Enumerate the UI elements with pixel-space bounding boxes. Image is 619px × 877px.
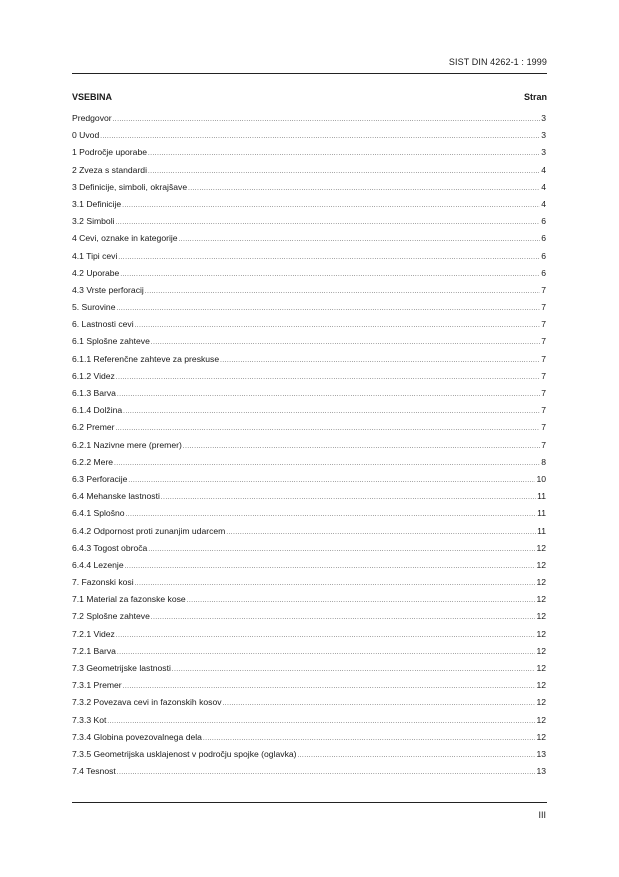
toc-entry-page: 12	[536, 697, 546, 708]
toc-entry-page: 8	[541, 456, 546, 467]
toc-entry-title: 7. Fazonski kosi	[72, 577, 134, 588]
toc-entry[interactable]	[72, 251, 546, 268]
toc-entry-title: 7.4 Tesnost	[72, 766, 116, 777]
toc-entry[interactable]	[72, 543, 546, 560]
toc-entry[interactable]	[72, 216, 546, 233]
toc-entry-title: 6.3 Perforacije	[72, 473, 128, 484]
toc-entry-title: 6.1.3 Barva	[72, 388, 116, 398]
toc-leader-dots	[148, 169, 540, 175]
toc-leader-dots	[187, 598, 536, 604]
toc-entry-page: 6	[541, 267, 546, 278]
toc-leader-dots	[226, 530, 536, 536]
toc-entry-title: 0 Uvod	[72, 130, 100, 141]
toc-leader-dots	[145, 289, 540, 295]
toc-entry-title: 6.4.3 Togost obroča	[72, 542, 148, 553]
toc-entry-page: 12	[536, 628, 546, 639]
toc-entry-page: 12	[536, 714, 546, 725]
toc-entry[interactable]	[72, 285, 546, 302]
toc-entry-title: 4.3 Vrste perforacij	[72, 284, 144, 295]
toc-entry[interactable]	[72, 336, 546, 353]
toc-entry-page: 11	[537, 491, 546, 502]
toc-leader-dots	[172, 667, 536, 673]
toc-title: VSEBINA	[72, 92, 113, 102]
toc-leader-dots	[116, 426, 541, 432]
toc-entry-page: 6	[541, 216, 546, 227]
toc-entry[interactable]	[72, 508, 546, 525]
toc-leader-dots	[128, 478, 535, 484]
toc-leader-dots	[125, 564, 536, 570]
toc-header	[72, 92, 547, 102]
toc-entry-page: 7	[541, 422, 546, 433]
toc-leader-dots	[116, 633, 536, 639]
toc-entry-page: 3	[541, 147, 546, 158]
toc-entry-page: 4	[541, 164, 546, 175]
toc-leader-dots	[135, 323, 541, 329]
toc-leader-dots	[117, 650, 535, 656]
toc-leader-dots	[151, 615, 536, 621]
toc-entry-title: 7.2.1 Videz	[72, 628, 115, 639]
toc-entry[interactable]	[72, 388, 546, 405]
toc-entry[interactable]	[72, 577, 546, 594]
toc-entry-page: 12	[536, 611, 546, 622]
toc-entry-title: 4.1 Tipi cevi	[72, 250, 118, 261]
toc-entry-title: 6.4.2 Odpornost proti zunanjim udarcem	[72, 525, 226, 536]
toc-entry-title: 7.3 Geometrijske lastnosti	[72, 663, 171, 673]
toc-entry[interactable]	[72, 233, 546, 250]
toc-entry[interactable]	[72, 199, 546, 216]
toc-leader-dots	[107, 719, 535, 725]
header-rule	[72, 73, 547, 74]
toc-entry-title: 3.2 Simboli	[72, 216, 115, 227]
toc-entry-title: 6.4 Mehanske lastnosti	[72, 491, 160, 502]
toc-entry-title: 3.1 Definicije	[72, 198, 122, 209]
toc-entry[interactable]	[72, 371, 546, 388]
toc-entry[interactable]	[72, 422, 546, 439]
toc-leader-dots	[116, 220, 541, 226]
toc-leader-dots	[116, 375, 540, 381]
toc-entry-page: 12	[536, 559, 546, 570]
toc-leader-dots	[117, 392, 540, 398]
toc-entry[interactable]	[72, 147, 546, 164]
toc-entry-page: 4	[541, 181, 546, 192]
toc-entry[interactable]	[72, 611, 546, 628]
toc-entry-title: 6.1 Splošne zahteve	[72, 336, 150, 347]
toc-leader-dots	[298, 753, 536, 759]
table-of-contents	[72, 113, 546, 783]
toc-entry[interactable]	[72, 354, 546, 371]
toc-entry-title: 6.2 Premer	[72, 422, 115, 433]
toc-entry-page: 13	[536, 766, 546, 777]
toc-leader-dots	[188, 186, 540, 192]
toc-entry[interactable]	[72, 491, 546, 508]
toc-entry-title: 7.2.1 Barva	[72, 645, 116, 656]
toc-entry-title: Predgovor	[72, 113, 112, 123]
toc-entry-title: 6.1.2 Videz	[72, 370, 115, 381]
document-code: SIST DIN 4262-1 : 1999	[448, 57, 547, 67]
toc-entry[interactable]	[72, 113, 546, 130]
toc-entry[interactable]	[72, 526, 546, 543]
toc-entry[interactable]	[72, 749, 546, 766]
toc-leader-dots	[116, 306, 540, 312]
toc-entry-page: 7	[541, 353, 546, 364]
toc-entry-page: 12	[536, 542, 546, 553]
toc-page-column-label: Stran	[523, 92, 547, 102]
toc-leader-dots	[151, 340, 540, 346]
toc-entry[interactable]	[72, 457, 546, 474]
toc-entry-title: 3 Definicije, simboli, okrajšave	[72, 181, 188, 192]
toc-entry-page: 7	[541, 370, 546, 381]
toc-leader-dots	[161, 495, 536, 501]
toc-entry[interactable]	[72, 680, 546, 697]
toc-leader-dots	[135, 581, 536, 587]
toc-entry-title: 6.1.1 Referenčne zahteve za preskuse	[72, 353, 220, 364]
toc-leader-dots	[123, 684, 536, 690]
toc-entry[interactable]	[72, 405, 546, 422]
toc-entry-title: 7.3.1 Premer	[72, 680, 122, 691]
toc-entry-title: 2 Zveza s standardi	[72, 164, 147, 175]
toc-entry[interactable]	[72, 268, 546, 285]
toc-leader-dots	[100, 134, 540, 140]
toc-entry-title: 4 Cevi, oznake in kategorije	[72, 233, 178, 244]
toc-entry-page: 11	[537, 508, 546, 519]
toc-entry[interactable]	[72, 594, 546, 611]
toc-entry-title: 5. Surovine	[72, 302, 116, 313]
toc-leader-dots	[148, 547, 535, 553]
toc-leader-dots	[183, 444, 540, 450]
toc-entry-page: 12	[536, 577, 546, 588]
toc-entry-title: 6.2.2 Mere	[72, 456, 114, 467]
toc-entry-title: 7.3.5 Geometrijska usklajenost v področju spojke (oglavka)	[72, 748, 297, 759]
toc-entry-page: 6	[541, 233, 546, 244]
toc-entry-title: 7.1 Material za fazonske kose	[72, 594, 186, 605]
page-number: III	[538, 810, 546, 820]
toc-leader-dots	[113, 117, 541, 123]
toc-leader-dots	[117, 770, 536, 776]
toc-entry[interactable]	[72, 663, 546, 680]
toc-leader-dots	[179, 237, 541, 243]
footer-rule	[72, 802, 547, 803]
toc-leader-dots	[203, 736, 535, 742]
toc-leader-dots	[120, 272, 540, 278]
toc-entry-page: 11	[537, 525, 546, 536]
toc-entry[interactable]	[72, 319, 546, 336]
toc-entry-title: 7.2 Splošne zahteve	[72, 611, 150, 622]
toc-entry[interactable]	[72, 474, 546, 491]
toc-entry-title: 6. Lastnosti cevi	[72, 319, 134, 330]
toc-entry[interactable]	[72, 715, 546, 732]
toc-entry-page: 12	[536, 663, 546, 673]
toc-entry-title: 7.3.3 Kot	[72, 714, 107, 725]
toc-entry-title: 6.4.1 Splošno	[72, 508, 125, 519]
toc-leader-dots	[123, 409, 540, 415]
toc-leader-dots	[220, 358, 540, 364]
toc-entry-page: 7	[541, 319, 546, 330]
toc-entry-page: 7	[541, 336, 546, 347]
toc-entry-page: 4	[541, 198, 546, 209]
toc-entry-page: 7	[541, 302, 546, 313]
toc-entry-page: 12	[536, 645, 546, 656]
toc-entry-page: 3	[541, 130, 546, 141]
toc-entry-page: 12	[536, 731, 546, 742]
toc-leader-dots	[223, 701, 536, 707]
toc-entry[interactable]	[72, 766, 546, 783]
toc-leader-dots	[126, 512, 537, 518]
toc-entry-title: 6.4.4 Lezenje	[72, 559, 124, 570]
toc-entry[interactable]	[72, 697, 546, 714]
toc-leader-dots	[148, 151, 540, 157]
toc-entry[interactable]	[72, 646, 546, 663]
toc-entry-page: 6	[541, 250, 546, 261]
toc-entry-page: 7	[541, 439, 546, 450]
toc-entry[interactable]	[72, 440, 546, 457]
toc-entry-title: 6.1.4 Dolžina	[72, 405, 123, 416]
toc-entry-page: 7	[541, 284, 546, 295]
toc-entry-title: 7.3.4 Globina povezovalnega dela	[72, 731, 202, 742]
toc-entry-page: 7	[541, 405, 546, 416]
toc-entry[interactable]	[72, 629, 546, 646]
toc-entry-page: 13	[536, 748, 546, 759]
toc-entry-title: 6.2.1 Nazivne mere (premer)	[72, 439, 182, 450]
toc-entry-page: 3	[541, 113, 546, 123]
toc-entry-title: 7.3.2 Povezava cevi in fazonskih kosov	[72, 697, 222, 708]
toc-entry[interactable]	[72, 302, 546, 319]
toc-entry[interactable]	[72, 732, 546, 749]
toc-entry-title: 4.2 Uporabe	[72, 267, 120, 278]
toc-entry[interactable]	[72, 130, 546, 147]
toc-entry-page: 10	[536, 473, 546, 484]
toc-entry-title: 1 Področje uporabe	[72, 147, 148, 158]
toc-leader-dots	[114, 461, 540, 467]
toc-entry[interactable]	[72, 165, 546, 182]
toc-entry[interactable]	[72, 182, 546, 199]
toc-entry-page: 7	[541, 388, 546, 398]
toc-leader-dots	[118, 255, 540, 261]
toc-entry-page: 12	[536, 680, 546, 691]
toc-entry[interactable]	[72, 560, 546, 577]
toc-leader-dots	[122, 203, 540, 209]
toc-entry-page: 12	[536, 594, 546, 605]
